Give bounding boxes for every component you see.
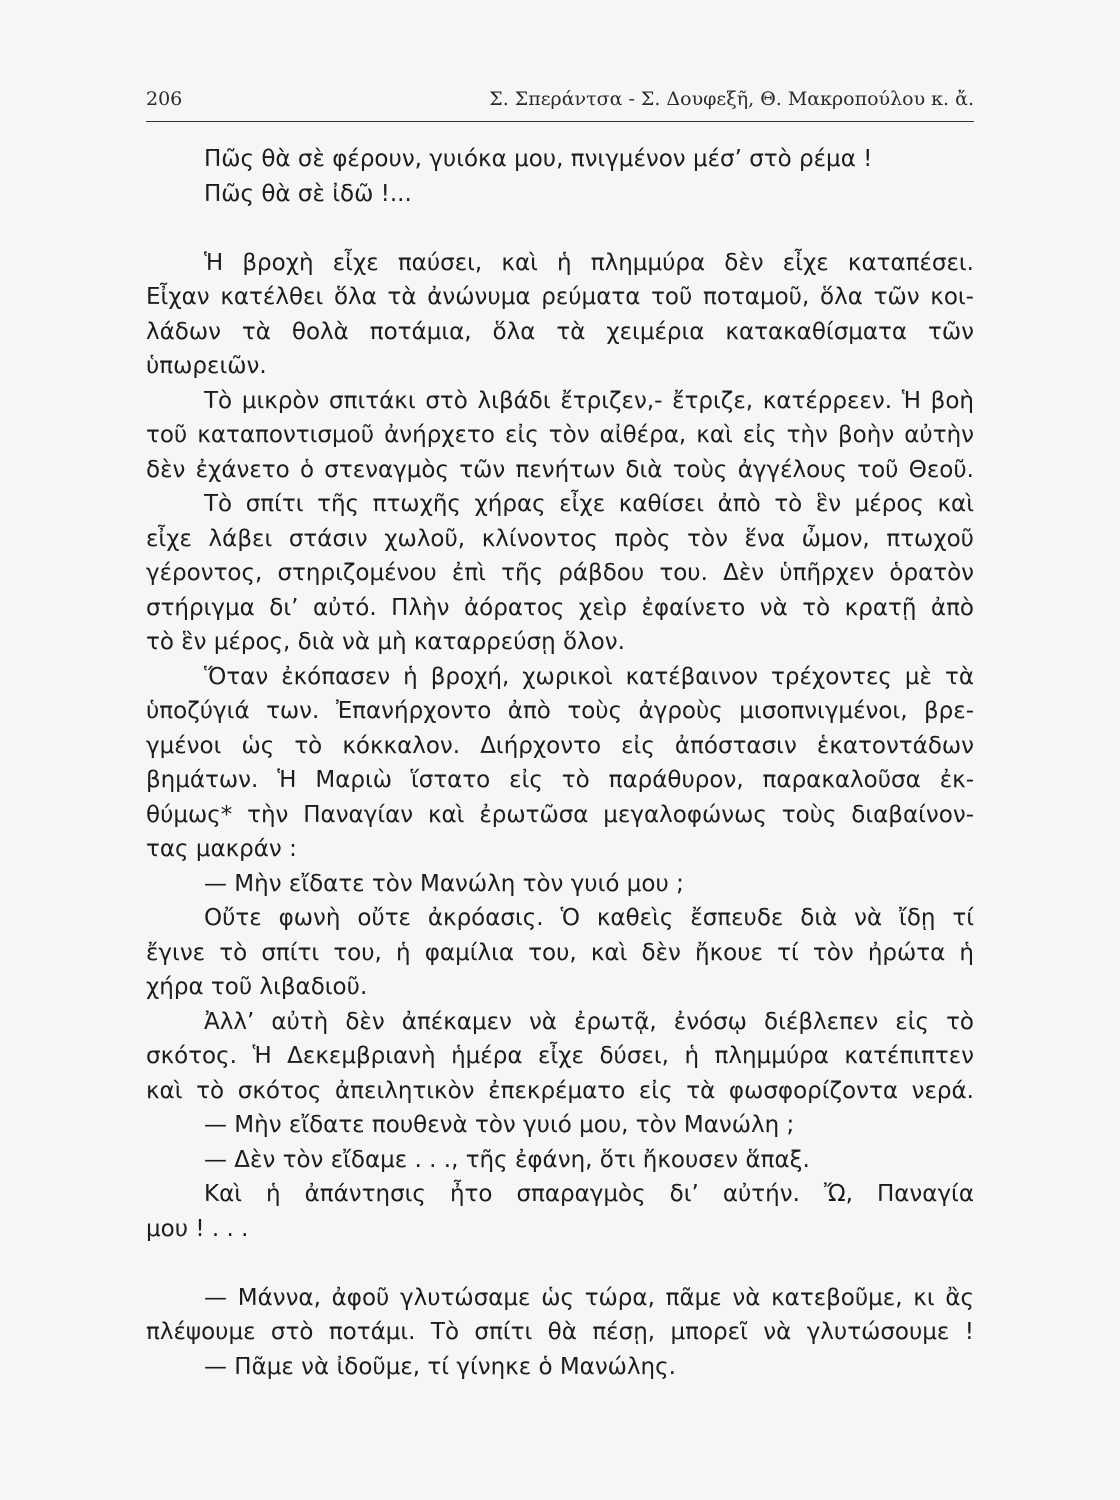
text-line: καὶ τὸ σκότος ἀπειλητικὸν ἐπεκρέματο εἰς τὰ φωσφορίζοντα νερά. xyxy=(146,1077,974,1104)
text-line: Τὸ μικρὸν σπιτάκι στὸ λιβάδι ἔτριζεν,- ἔτριζε, κατέρρεεν. Ἡ βοὴ xyxy=(204,387,974,414)
header-rule xyxy=(146,121,974,122)
dialogue-line: — Πᾶμε νὰ ἰδοῦμε, τί γίνηκε ὁ Μανώλης. xyxy=(204,1353,676,1380)
text-line: ἔγινε τὸ σπίτι του, ἡ φαμίλια του, καὶ δὲν ἤκουε τί τὸν ἠρώτα ἡ xyxy=(146,939,974,966)
text-line: θύμως* τὴν Παναγίαν καὶ ἐρωτῶσα μεγαλοφώνως τοὺς διαβαίνον- xyxy=(146,801,974,828)
text-line: εἶχε λάβει στάσιν χωλοῦ, κλίνοντος πρὸς τὸν ἕνα ὦμον, πτωχοῦ xyxy=(146,525,974,552)
dialogue-line: — Μάννα, ἀφοῦ γλυτώσαμε ὡς τώρα, πᾶμε νὰ κατεβοῦμε, κι ἂς xyxy=(204,1284,974,1311)
text-line: χήρα τοῦ λιβαδιοῦ. xyxy=(146,974,368,1000)
text-line: τὸ ἓν μέρος, διὰ νὰ μὴ καταρρεύσῃ ὅλον. xyxy=(146,629,625,655)
text-line: λάδων τὰ θολὰ ποτάμια, ὅλα τὰ χειμέρια κατακαθίσματα τῶν xyxy=(146,318,974,345)
text-line: ὑποζύγιά των. Ἐπανήρχοντο ἀπὸ τοὺς ἀγροὺς μισοπνιγμένοι, βρε- xyxy=(146,698,974,724)
text-line: δὲν ἐχάνετο ὁ στεναγμὸς τῶν πενήτων διὰ τοὺς ἀγγέλους τοῦ Θεοῦ. xyxy=(146,456,974,483)
text-line: γμένοι ὡς τὸ κόκκαλον. Διήρχοντο εἰς ἀπόστασιν ἑκατοντάδων xyxy=(146,732,974,759)
text-line: Ἡ βροχὴ εἶχε παύσει, καὶ ἡ πλημμύρα δὲν εἶχε καταπέσει. xyxy=(204,249,974,276)
stanza-gap xyxy=(146,211,974,246)
text-line: τας μακράν : xyxy=(146,836,297,862)
text-line: Οὔτε φωνὴ οὔτε ἀκρόασις. Ὁ καθεὶς ἔσπευδε διὰ νὰ ἴδῃ τί xyxy=(204,905,974,931)
text-line: Καὶ ἡ ἀπάντησις ἦτο σπαραγμὸς δι’ αὐτήν. Ὤ, Παναγία xyxy=(204,1181,974,1207)
text-line: μου ! . . . xyxy=(146,1215,249,1242)
text-line: Τὸ σπίτι τῆς πτωχῆς χήρας εἶχε καθίσει ἀπὸ τὸ ἓν μέρος καὶ xyxy=(204,491,974,517)
dialogue-line: — Δὲν τὸν εἴδαμε . . ., τῆς ἐφάνη, ὅτι ἤκουσεν ἅπαξ. xyxy=(204,1146,810,1173)
dialogue-line: — Μὴν εἴδατε πουθενὰ τὸν γυιό μου, τὸν Μανώλη ; xyxy=(204,1112,795,1138)
text-line: σκότος. Ἡ Δεκεμβριανὴ ἡμέρα εἶχε δύσει, ἡ πλημμύρα κατέπιπτεν xyxy=(146,1043,974,1069)
dialogue-line: — Μὴν εἴδατε τὸν Μανώλη τὸν γυιό μου ; xyxy=(204,870,684,897)
text-line: πλέψουμε στὸ ποτάμι. Τὸ σπίτι θὰ πέσῃ, μπορεῖ νὰ γλυτώσουμε ! xyxy=(146,1319,974,1345)
text-line: Εἶχαν κατέλθει ὅλα τὰ ἀνώνυμα ρεύματα τοῦ ποταμοῦ, ὅλα τῶν κοι- xyxy=(146,284,974,310)
stanza-gap xyxy=(146,1246,974,1281)
text-line: γέροντος, στηριζομένου ἐπὶ τῆς ράβδου του. Δὲν ὑπῆρχεν ὁρατὸν xyxy=(146,560,974,586)
verse-line: Πῶς θὰ σὲ φέρουν, γυιόκα μου, πνιγμένον μέσ’ στὸ ρέμα ! xyxy=(204,146,873,172)
text-line: στήριγμα δι’ αὐτό. Πλὴν ἀόρατος χεὶρ ἐφαίνετο νὰ τὸ κρατῇ ἀπὸ xyxy=(146,594,974,621)
text-line: Ἀλλ’ αὐτὴ δὲν ἀπέκαμεν νὰ ἐρωτᾷ, ἐνόσῳ διέβλεπεν εἰς τὸ xyxy=(204,1008,974,1035)
running-head: Σ. Σπεράντσα - Σ. Δουφεξῆ, Θ. Μακροπούλου κ. ἄ. xyxy=(489,88,974,110)
page-number: 206 xyxy=(146,88,183,110)
text-line: τοῦ καταποντισμοῦ ἀνήρχετο εἰς τὸν αἰθέρα, καὶ εἰς τὴν βοὴν αὐτὴν xyxy=(146,422,974,448)
text-line: Ὅταν ἐκόπασεν ἡ βροχή, χωρικοὶ κατέβαινον τρέχοντες μὲ τὰ xyxy=(204,663,974,690)
verse-line: Πῶς θὰ σὲ ἰδῶ !... xyxy=(204,180,412,207)
text-line: βημάτων. Ἡ Μαριὼ ἵστατο εἰς τὸ παράθυρον, παρακαλοῦσα ἐκ- xyxy=(146,767,974,793)
text-line: ὑπωρειῶν. xyxy=(146,353,267,379)
page-header xyxy=(146,88,974,118)
body-text xyxy=(146,142,974,1384)
